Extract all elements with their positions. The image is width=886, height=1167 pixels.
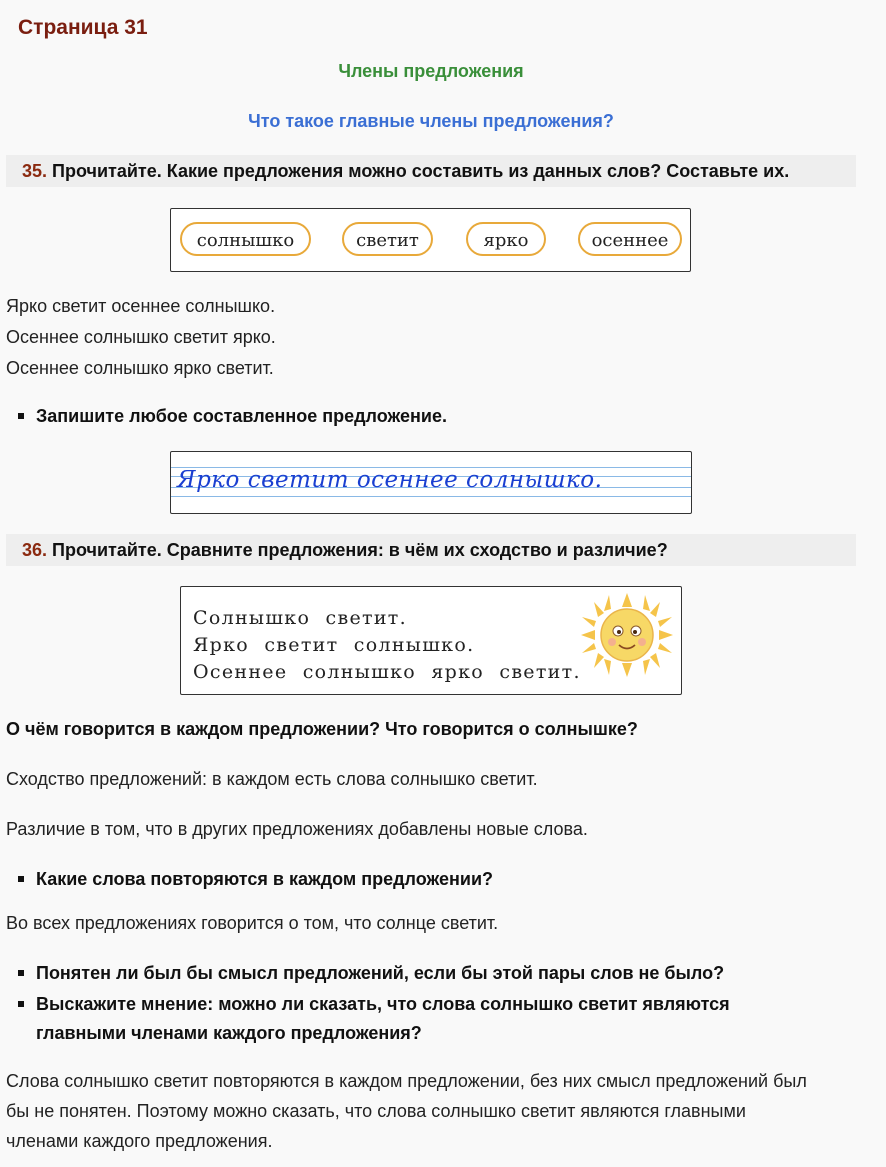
question-line: Понятен ли был бы смысл предложений, если бы этой пары слов не было?	[36, 963, 725, 983]
task-36-text: Прочитайте. Сравните предложения: в чём их сходство и различие?	[47, 540, 668, 560]
answer-line: Различие в том, что в других предложениях добавлены новые слова.	[6, 819, 588, 839]
handwritten-sentence: Ярко светит осеннее солнышко.	[177, 467, 603, 493]
topic-heading: Члены предложения	[338, 61, 524, 81]
ruling-line	[171, 496, 691, 497]
word-card: осеннее	[578, 222, 682, 256]
sun-icon	[577, 591, 677, 679]
answer-line: бы не понятен. Поэтому можно сказать, что слова солнышко светит являются главными	[6, 1101, 746, 1121]
handwriting-box	[170, 451, 692, 514]
bullet-marker	[18, 413, 28, 423]
answer-line: Сходство предложений: в каждом есть слова солнышко светит.	[6, 769, 538, 789]
bullet-marker	[18, 876, 28, 886]
task-36-header	[6, 534, 856, 566]
sentence: Ярко светит солнышко.	[193, 634, 475, 656]
answer-line: Осеннее солнышко светит ярко.	[6, 327, 276, 347]
page-title: Страница 31	[18, 16, 148, 39]
task-36-number: 36.	[22, 540, 48, 560]
answer-line: Во всех предложениях говорится о том, что солнце светит.	[6, 913, 499, 933]
answer-line: Осеннее солнышко ярко светит.	[6, 358, 274, 378]
answer-line: членами каждого предложения.	[6, 1131, 273, 1151]
sentence: Солнышко светит.	[193, 607, 407, 629]
answer-line: Слова солнышко светит повторяются в каждом предложении, без них смысл предложений был	[6, 1071, 807, 1091]
sentences-box	[180, 586, 682, 695]
bullet-marker	[18, 970, 28, 980]
question-line: О чём говорится в каждом предложении? Что говорится о солнышке?	[6, 719, 638, 739]
word-cards-box	[170, 208, 691, 272]
question-heading: Что такое главные члены предложения?	[248, 111, 614, 131]
question-line: Выскажите мнение: можно ли сказать, что слова солнышко светит являются	[36, 994, 730, 1014]
question-line: Какие слова повторяются в каждом предложении?	[36, 869, 494, 889]
word-card: светит	[342, 222, 433, 256]
sentence: Осеннее солнышко ярко светит.	[193, 661, 581, 683]
word-card: ярко	[466, 222, 546, 256]
answer-line: Ярко светит осеннее солнышко.	[6, 296, 276, 316]
word-card: солнышко	[180, 222, 311, 256]
task-35-text: Прочитайте. Какие предложения можно составить из данных слов? Составьте их.	[47, 161, 790, 181]
bullet-marker	[18, 1001, 28, 1011]
task-35-number: 35.	[22, 161, 48, 181]
write-prompt: Запишите любое составленное предложение.	[36, 406, 447, 426]
question-line: главными членами каждого предложения?	[36, 1023, 422, 1043]
task-35-header	[6, 155, 856, 187]
